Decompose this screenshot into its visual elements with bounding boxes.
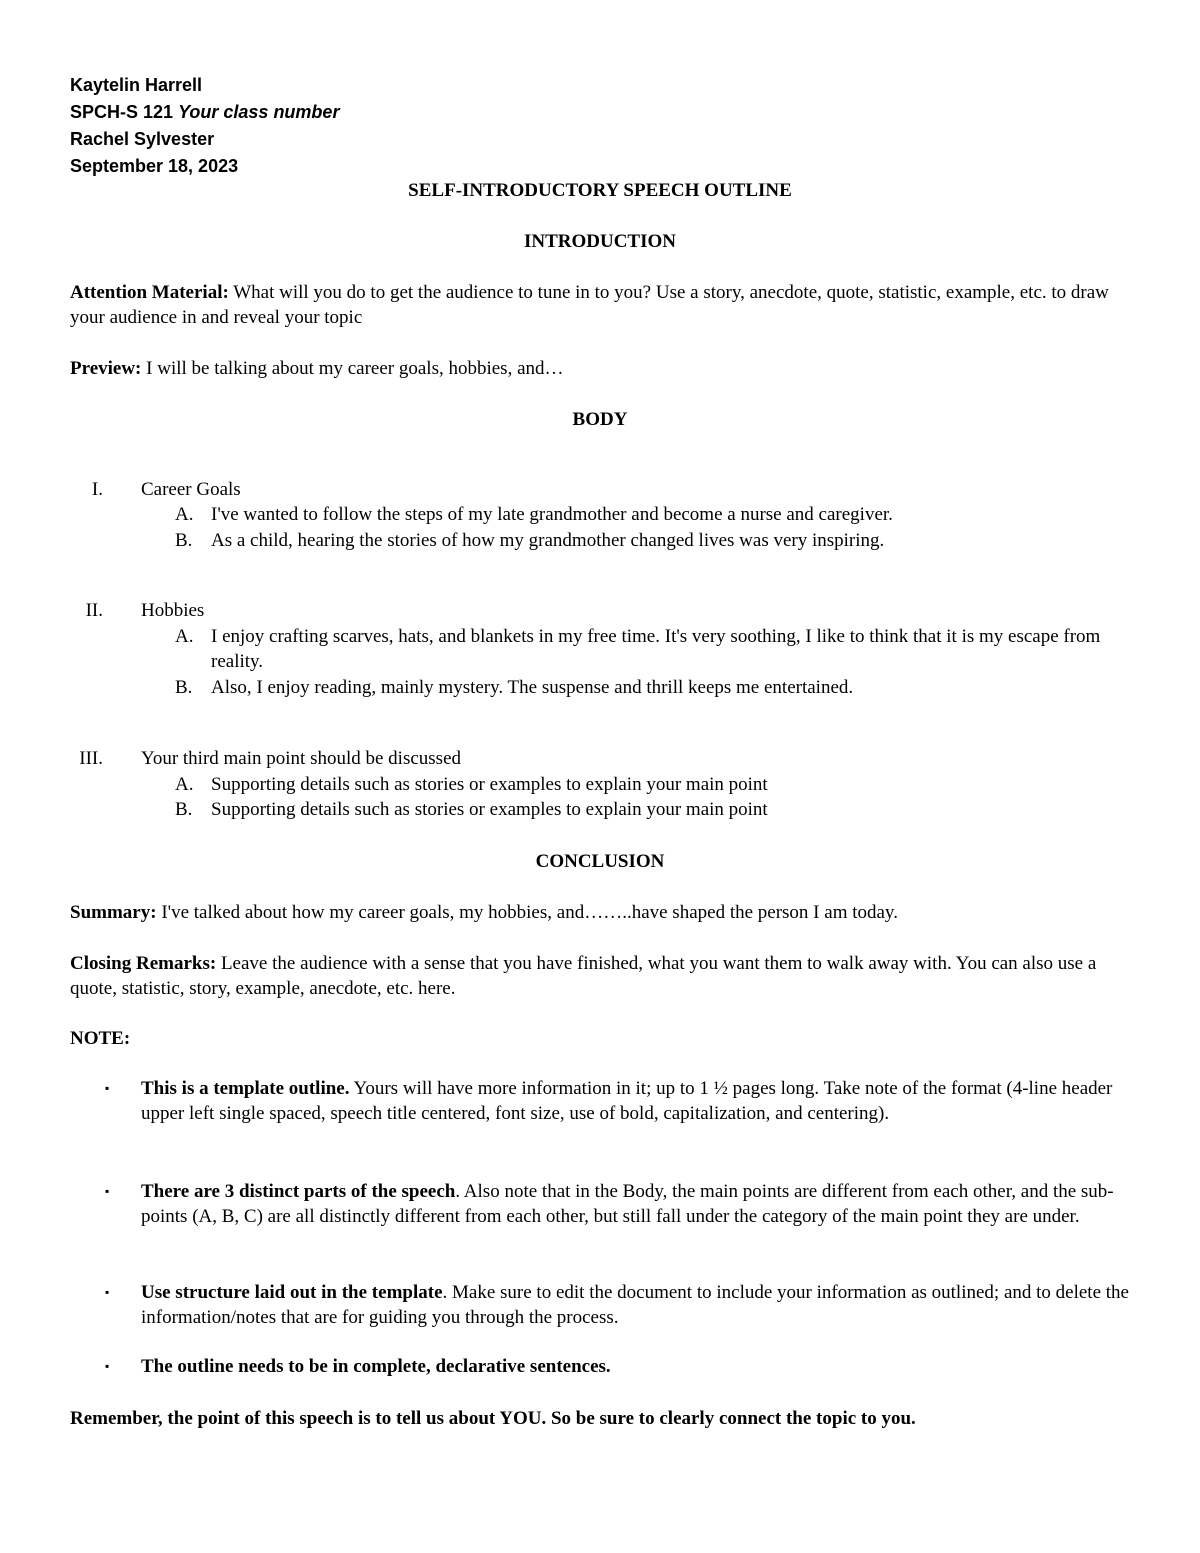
course-line xyxy=(70,99,339,126)
document-title: SELF-INTRODUCTORY SPEECH OUTLINE xyxy=(408,180,792,201)
note-item-bold: This is a template outline. xyxy=(141,1078,350,1099)
bullet-icon: ▪ xyxy=(105,1184,110,1198)
closing-text: Leave the audience with a sense that you have finished, what you want them to walk away with. You can also use a quote, statistic, story, example, anecdote, etc. here. xyxy=(70,953,1097,999)
bullet-icon: ▪ xyxy=(105,1285,110,1299)
subpoint-letter: A. xyxy=(175,774,194,795)
main-point-numeral: I. xyxy=(91,479,103,500)
instructor-name: Rachel Sylvester xyxy=(70,129,215,149)
main-point-numeral: III. xyxy=(79,748,103,769)
subpoint-letter: B. xyxy=(175,530,193,551)
course-code: SPCH-S 121 xyxy=(70,102,174,122)
subpoint-letter: B. xyxy=(175,799,193,820)
main-point-numeral: II. xyxy=(85,600,103,621)
subpoint-text: Supporting details such as stories or examples to explain your main point xyxy=(211,774,768,795)
note-item-text: Yours will have more information in it; up to 1 ½ pages long. Take note of the format (4-line header upper left single spaced, speech title centered, font size, use of bold, capitalization, and centering). xyxy=(141,1078,1113,1124)
preview-label: Preview: xyxy=(70,358,142,379)
subpoint-letter: A. xyxy=(175,504,194,525)
note-item xyxy=(141,1179,1131,1229)
summary-text: I've talked about how my career goals, my hobbies, and……..have shaped the person I am today. xyxy=(156,902,898,923)
closing-label: Closing Remarks: xyxy=(70,953,217,974)
course-note: Your class number xyxy=(178,102,340,122)
subpoint-text: Also, I enjoy reading, mainly mystery. The suspense and thrill keeps me entertained. xyxy=(211,677,854,698)
main-point-text: Your third main point should be discussed xyxy=(141,748,462,769)
bullet-icon: ▪ xyxy=(105,1359,110,1373)
summary xyxy=(70,900,1130,925)
main-point-text: Career Goals xyxy=(141,479,241,500)
conclusion-heading: CONCLUSION xyxy=(535,851,665,872)
note-item-text: . Make sure to edit the document to include your information as outlined; and to delete the information/notes that are for guiding you through the process. xyxy=(141,1282,1129,1328)
body-heading: BODY xyxy=(572,409,628,430)
note-item-text: . Also note that in the Body, the main points are different from each other, and the sub-points (A, B, C) are all distinctly different from each other, but still fall under the category of the main point they are under. xyxy=(141,1181,1114,1227)
subpoint-text: I've wanted to follow the steps of my late grandmother and become a nurse and caregiver. xyxy=(211,504,893,525)
subpoint-text: I enjoy crafting scarves, hats, and blankets in my free time. It's very soothing, I like to think that it is my escape from reality. xyxy=(211,626,1101,672)
bullet-icon: ▪ xyxy=(105,1081,110,1095)
document-header xyxy=(70,72,339,180)
note-item-bold: Use structure laid out in the template xyxy=(141,1282,443,1303)
note-item-bold: The outline needs to be in complete, declarative sentences. xyxy=(141,1356,611,1377)
closing-reminder: Remember, the point of this speech is to tell us about YOU. So be sure to clearly connect the topic to you. xyxy=(70,1408,916,1429)
main-point-text: Hobbies xyxy=(141,600,205,621)
subpoint-text: Supporting details such as stories or examples to explain your main point xyxy=(211,799,768,820)
attention-material xyxy=(70,280,1130,330)
preview xyxy=(70,356,1130,381)
introduction-heading: INTRODUCTION xyxy=(523,231,677,252)
attention-label: Attention Material: xyxy=(70,282,229,303)
note-heading: NOTE: xyxy=(70,1028,131,1049)
subpoint-text: As a child, hearing the stories of how my grandmother changed lives was very inspiring. xyxy=(211,530,885,551)
note-item xyxy=(141,1354,1131,1379)
note-item xyxy=(141,1280,1131,1330)
summary-label: Summary: xyxy=(70,902,157,923)
closing-remarks xyxy=(70,951,1130,1001)
preview-text: I will be talking about my career goals, hobbies, and… xyxy=(141,358,564,379)
subpoint-letter: B. xyxy=(175,677,193,698)
subpoint-letter: A. xyxy=(175,626,194,647)
note-item-bold: There are 3 distinct parts of the speech xyxy=(141,1181,456,1202)
document-date: September 18, 2023 xyxy=(70,156,239,176)
student-name: Kaytelin Harrell xyxy=(70,75,203,95)
attention-text: What will you do to get the audience to tune in to you? Use a story, anecdote, quote, statistic, example, etc. to draw your audience in and reveal your topic xyxy=(70,282,1109,328)
note-item xyxy=(141,1076,1131,1126)
